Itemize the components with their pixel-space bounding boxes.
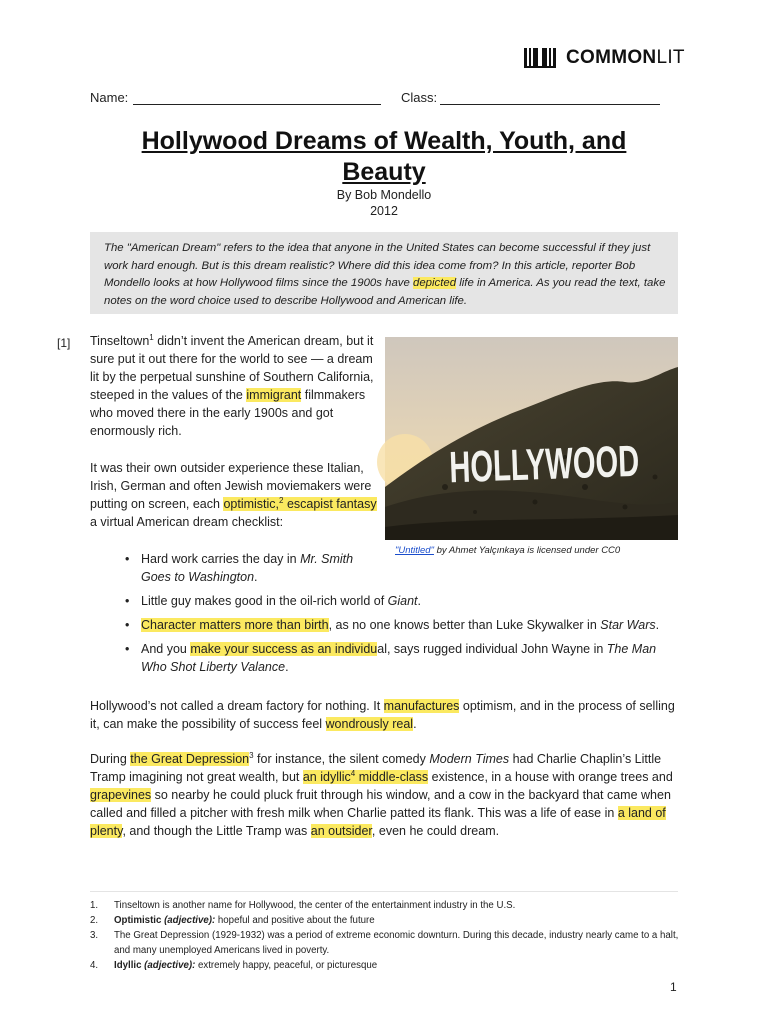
paragraph-1: Tinseltown$^1$ didn’t invent the American dream, but it sure put it out there for the world to see — a dream lit by the perpetual sunshine of Southern California, steeped in the values of the immigrant filmmakers who moved there in the early 1900s and got enormously rich. bbox=[90, 332, 374, 438]
paragraph-3: Hollywood’s not called a dream factory for nothing. It manufactures optimism, and in the process of selling it, can make the possibility of success feel wondrously real. bbox=[90, 699, 675, 731]
image-link[interactable]: "Untitled" bbox=[395, 545, 434, 556]
dream-checklist bbox=[125, 550, 685, 682]
list-item: • And you make your success as an individual, says rugged individual John Wayne in The Man Who Shot Liberty Valance. bbox=[125, 640, 685, 676]
highlight: make your success as an individu bbox=[190, 642, 378, 656]
highlight: grapevines bbox=[90, 788, 152, 802]
footnote: 2. Optimistic (adjective): hopeful and positive about the future bbox=[90, 915, 375, 926]
paragraph-number: [1] bbox=[57, 336, 71, 350]
class-label: Class: bbox=[401, 90, 438, 105]
commonlit-logo bbox=[522, 44, 687, 72]
book-icon bbox=[522, 45, 558, 71]
highlight: Character matters more than birth bbox=[141, 618, 329, 632]
highlight: depicted bbox=[412, 277, 457, 289]
highlight: a land of plenty bbox=[90, 806, 666, 838]
footnote-divider bbox=[90, 891, 678, 892]
list-item: • Little guy makes good in the oil-rich world of Giant. bbox=[125, 592, 685, 610]
name-label: Name: bbox=[90, 90, 129, 105]
logo-text: COMMONLIT bbox=[566, 47, 685, 68]
paragraph-2: It was their own outsider experience these Italian, Irish, German and often Jewish moviemakers were putting on screen, each optimistic,$^2$ escapist fantasy a virtual American dream checklist: bbox=[90, 461, 377, 529]
byline bbox=[0, 187, 768, 219]
footnote: 4. Idyllic (adjective): extremely happy, peaceful, or picturesque bbox=[90, 960, 378, 971]
class-field-line[interactable] bbox=[440, 104, 660, 105]
author: By Bob Mondello bbox=[336, 188, 432, 202]
highlight: manufactures bbox=[383, 699, 460, 713]
list-item: • Character matters more than birth, as no one knows better than Luke Skywalker in Star Wars. bbox=[125, 616, 685, 634]
footnote: 3. The Great Depression (1929-1932) was a period of extreme economic downturn. During this decade, industry nearly came to a halt, and many unemployed Americans lived in poverty. bbox=[90, 930, 679, 956]
name-field-line[interactable] bbox=[133, 104, 381, 105]
highlight: an outsider bbox=[310, 824, 372, 838]
paragraph-4: During the Great Depression$^3$ for instance, the silent comedy Modern Times had Charlie Chaplin’s Little Tramp imagining not great wealth, but an idyllic$^4$ middle-class existence, in a house with orange trees and grapevines so nearby he could pluck fruit through his window, and a cow in the backyard that came when called and filled a pitcher with fresh milk when Charlie patted its flank. This was a life of ease in a land of plenty, and though the Little Tramp was an outsider, even he could dream. bbox=[90, 750, 673, 838]
hollywood-sign-image bbox=[385, 337, 737, 540]
footnotes bbox=[90, 898, 680, 973]
intro-box: The "American Dream" refers to the idea that anyone in the United States can become successful if they just work hard enough. But is this dream realistic? Where did this idea come from? In this article, reporter Bob Mondello looks at how Hollywood films since the 1900s have depicted life in America. As you read the text, take notes on the word choice used to describe Hollywood and American life. bbox=[90, 232, 678, 314]
page-number: 1 bbox=[670, 980, 677, 994]
highlight: optimistic,$^2$ escapist fantasy bbox=[223, 495, 377, 511]
highlight: an idyllic$^4$ middle-class bbox=[302, 768, 429, 784]
highlight: immigrant bbox=[246, 388, 302, 402]
article-title: Hollywood Dreams of Wealth, Youth, and Beauty bbox=[141, 127, 627, 186]
sign-letters: HOLLYWOOD bbox=[448, 433, 737, 493]
year: 2012 bbox=[370, 204, 398, 218]
highlight: the Great Depression bbox=[130, 752, 250, 766]
footnote: 1. Tinseltown is another name for Hollywood, the center of the entertainment industry in the U.S. bbox=[90, 900, 516, 911]
image-caption: "Untitled" by Ahmet Yalçınkaya is licensed under CC0 bbox=[395, 545, 621, 556]
list-item: • Hard work carries the day in Mr. Smith Goes to Washington. bbox=[125, 550, 381, 586]
hollywood-sign-photo bbox=[385, 337, 737, 540]
highlight: wondrously real bbox=[325, 717, 414, 731]
